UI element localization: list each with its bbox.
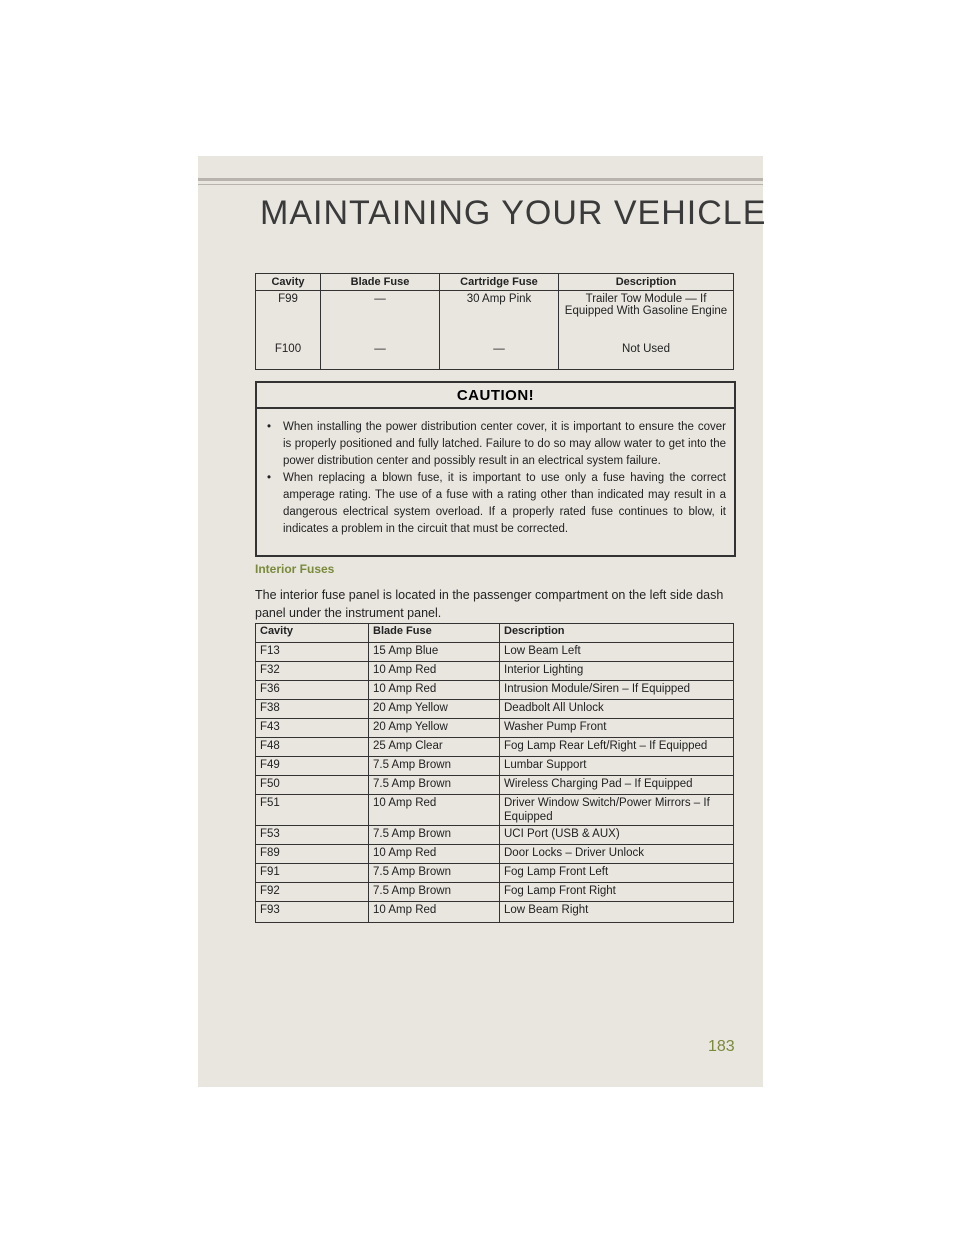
table-row — [256, 662, 734, 681]
table-cell: Washer Pump Front — [500, 719, 734, 738]
table-cell: F91 — [256, 864, 369, 883]
table-cell: Interior Lighting — [500, 662, 734, 681]
table-cell: F89 — [256, 845, 369, 864]
table-cell: Intrusion Module/Siren – If Equipped — [500, 681, 734, 700]
table-cell: F100 — [256, 341, 321, 370]
table-cell: — — [321, 341, 440, 370]
table-row — [256, 776, 734, 795]
table-cell: — — [440, 341, 559, 370]
table-cell: F53 — [256, 826, 369, 845]
table-cell: Wireless Charging Pad – If Equipped — [500, 776, 734, 795]
table-cell: 7.5 Amp Brown — [369, 864, 500, 883]
table-cell: F93 — [256, 902, 369, 923]
bullet-icon: • — [267, 472, 272, 484]
table-row — [256, 719, 734, 738]
table-cell: Low Beam Left — [500, 643, 734, 662]
caution-item — [265, 470, 726, 538]
table-cell: 30 Amp Pink — [440, 291, 559, 341]
exterior-fuse-table — [255, 273, 734, 370]
table-cell: 10 Amp Red — [369, 681, 500, 700]
table-cell: F48 — [256, 738, 369, 757]
manual-page — [198, 156, 767, 1087]
caution-list — [265, 419, 726, 538]
table-cell: F49 — [256, 757, 369, 776]
table-row — [256, 341, 734, 370]
table-row — [256, 883, 734, 902]
table-row — [256, 795, 734, 826]
caution-title: CAUTION! — [257, 383, 734, 409]
section-header: MAINTAINING YOUR VEHICLE — [260, 194, 767, 232]
table-cell: 10 Amp Red — [369, 795, 500, 826]
column-header: Cavity — [256, 274, 321, 291]
table-row — [256, 291, 734, 341]
table-cell: Fog Lamp Rear Left/Right – If Equipped — [500, 738, 734, 757]
column-header: Description — [559, 274, 734, 291]
table-cell: F43 — [256, 719, 369, 738]
table-row — [256, 681, 734, 700]
table-cell: Low Beam Right — [500, 902, 734, 923]
table-cell: 7.5 Amp Brown — [369, 883, 500, 902]
table-row — [256, 902, 734, 923]
header-rule — [198, 178, 763, 181]
section-heading: Interior Fuses — [255, 562, 335, 576]
table-row — [256, 643, 734, 662]
table-header-row — [256, 274, 734, 291]
table-cell: Lumbar Support — [500, 757, 734, 776]
table-cell: 7.5 Amp Brown — [369, 776, 500, 795]
table-cell: F99 — [256, 291, 321, 341]
table-cell: — — [321, 291, 440, 341]
table-cell: Not Used — [559, 341, 734, 370]
table-cell: F51 — [256, 795, 369, 826]
table-cell: 20 Amp Yellow — [369, 700, 500, 719]
column-header: Description — [500, 624, 734, 643]
caution-item — [265, 419, 726, 470]
column-header: Cavity — [256, 624, 369, 643]
table-cell: Trailer Tow Module — If Equipped With Gasoline Engine — [559, 291, 734, 341]
caution-box — [255, 381, 736, 557]
caution-text: When replacing a blown fuse, it is important to use only a fuse having the correct amperage rating. The use of a fuse with a rating other than indicated may result in a dangerous electrical system overload. If a properly rated fuse continues to blow, it indicates a problem in the circuit that must be corrected. — [283, 472, 726, 535]
column-header: Blade Fuse — [369, 624, 500, 643]
column-header: Cartridge Fuse — [440, 274, 559, 291]
body-paragraph: The interior fuse panel is located in the passenger compartment on the left side dash panel under the instrument panel. — [255, 588, 724, 620]
table-cell: F50 — [256, 776, 369, 795]
caution-text: When installing the power distribution center cover, it is important to ensure the cover is properly positioned and fully latched. Failure to do so may allow water to get into the power distribution center and possibly result in an electrical system failure. — [283, 421, 726, 467]
table-cell: Fog Lamp Front Right — [500, 883, 734, 902]
table-cell: 7.5 Amp Brown — [369, 757, 500, 776]
table-cell: 10 Amp Red — [369, 902, 500, 923]
table-row — [256, 738, 734, 757]
table-cell: F32 — [256, 662, 369, 681]
interior-fuse-table — [255, 623, 734, 923]
table-cell: F36 — [256, 681, 369, 700]
table-cell: 25 Amp Clear — [369, 738, 500, 757]
table-row — [256, 700, 734, 719]
table-cell: Fog Lamp Front Left — [500, 864, 734, 883]
page-number: 183 — [708, 1038, 735, 1055]
bullet-icon: • — [267, 421, 272, 433]
table-row — [256, 757, 734, 776]
table-cell: Door Locks – Driver Unlock — [500, 845, 734, 864]
table-cell: 15 Amp Blue — [369, 643, 500, 662]
table-row — [256, 826, 734, 845]
table-cell: Driver Window Switch/Power Mirrors – If Equipped — [500, 795, 734, 826]
table-cell: F92 — [256, 883, 369, 902]
table-cell: Deadbolt All Unlock — [500, 700, 734, 719]
table-cell: 10 Amp Red — [369, 845, 500, 864]
table-cell: UCI Port (USB & AUX) — [500, 826, 734, 845]
table-row — [256, 845, 734, 864]
table-cell: 7.5 Amp Brown — [369, 826, 500, 845]
table-row — [256, 864, 734, 883]
interior-fuse-rows — [256, 643, 734, 923]
table-cell: F38 — [256, 700, 369, 719]
table-header-row — [256, 624, 734, 643]
table-cell: 10 Amp Red — [369, 662, 500, 681]
column-header: Blade Fuse — [321, 274, 440, 291]
table-cell: F13 — [256, 643, 369, 662]
table-cell: 20 Amp Yellow — [369, 719, 500, 738]
header-rule-thin — [198, 184, 763, 185]
